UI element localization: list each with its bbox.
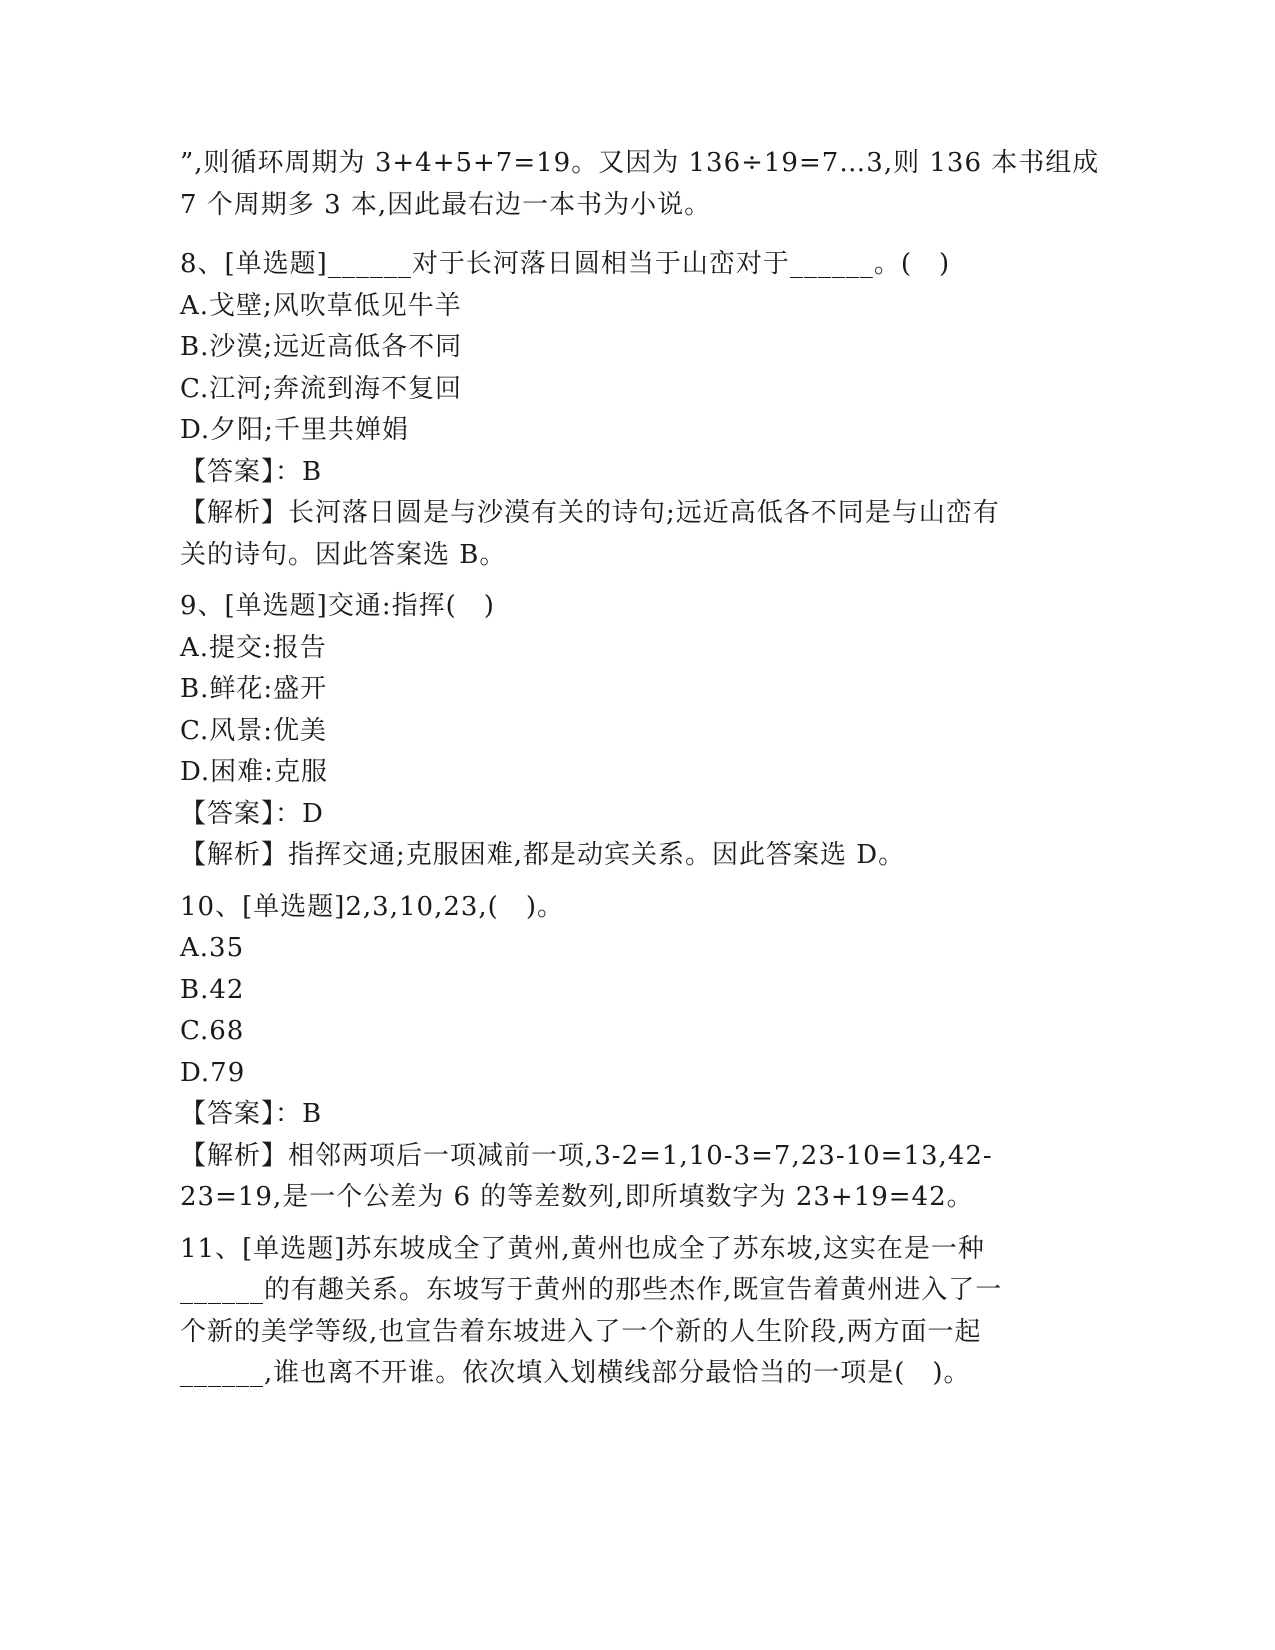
option-a: A.35 [180, 933, 245, 963]
option-b: B.沙漠;远近高低各不同 [180, 332, 463, 362]
intro-line: 7 个周期多 3 本,因此最右边一本书为小说。 [180, 189, 712, 220]
option-a: A.戈壁;风吹草低见牛羊 [180, 290, 462, 321]
intro-paragraph [180, 143, 1100, 226]
option-d: D.夕阳;千里共婵娟 [180, 415, 409, 445]
analysis-line: 【解析】长河落日圆是与沙漠有关的诗句;远近高低各不同是与山峦有 [180, 498, 1000, 528]
question-text: 10、[单选题]2,3,10,23,( )。 [180, 891, 564, 922]
analysis-line: 23=19,是一个公差为 6 的等差数列,即所填数字为 23+19=42。 [180, 1182, 974, 1212]
option-d: D.79 [180, 1057, 246, 1088]
analysis-line: 关的诗句。因此答案选 B。 [180, 539, 507, 570]
question-text-line: 个新的美学等级,也宣告着东坡进入了一个新的人生阶段,两方面一起 [180, 1316, 982, 1347]
question-text-line: ______,谁也离不开谁。依次填入划横线部分最恰当的一项是( )。 [180, 1358, 971, 1388]
question-8 [180, 244, 1060, 576]
answer: 【答案】：B [180, 1099, 323, 1129]
option-b: B.42 [180, 974, 245, 1005]
analysis-line: 【解析】指挥交通;克服困难,都是动宾关系。因此答案选 D。 [180, 840, 906, 870]
answer: 【答案】：D [180, 798, 324, 829]
question-9 [180, 586, 1060, 877]
question-text-line: 11、[单选题]苏东坡成全了黄州,黄州也成全了苏东坡,这实在是一种 [180, 1233, 985, 1264]
question-11 [180, 1229, 1060, 1395]
option-c: C.68 [180, 1016, 245, 1046]
option-a: A.提交:报告 [180, 632, 327, 663]
question-text: 9、[单选题]交通:指挥( ) [180, 591, 495, 621]
option-b: B.鲜花:盛开 [180, 674, 328, 704]
option-c: C.风景:优美 [180, 715, 327, 746]
option-c: C.江河;奔流到海不复回 [180, 373, 462, 404]
option-d: D.困难:克服 [180, 757, 328, 787]
document-page [180, 143, 1100, 1395]
analysis-line: 【解析】相邻两项后一项减前一项,3-2=1,10-3=7,23-10=13,42- [180, 1140, 993, 1171]
question-text: 8、[单选题]______对于长河落日圆相当于山峦对于______。( ) [180, 249, 951, 279]
question-text-line: ______的有趣关系。东坡写于黄州的那些杰作,既宣告着黄州进入了一 [180, 1275, 1003, 1305]
answer: 【答案】：B [180, 456, 323, 487]
question-10 [180, 887, 1060, 1219]
intro-line: ”,则循环周期为 3+4+5+7=19。又因为 136÷19=7…3,则 136 本书组成 [180, 148, 1100, 178]
